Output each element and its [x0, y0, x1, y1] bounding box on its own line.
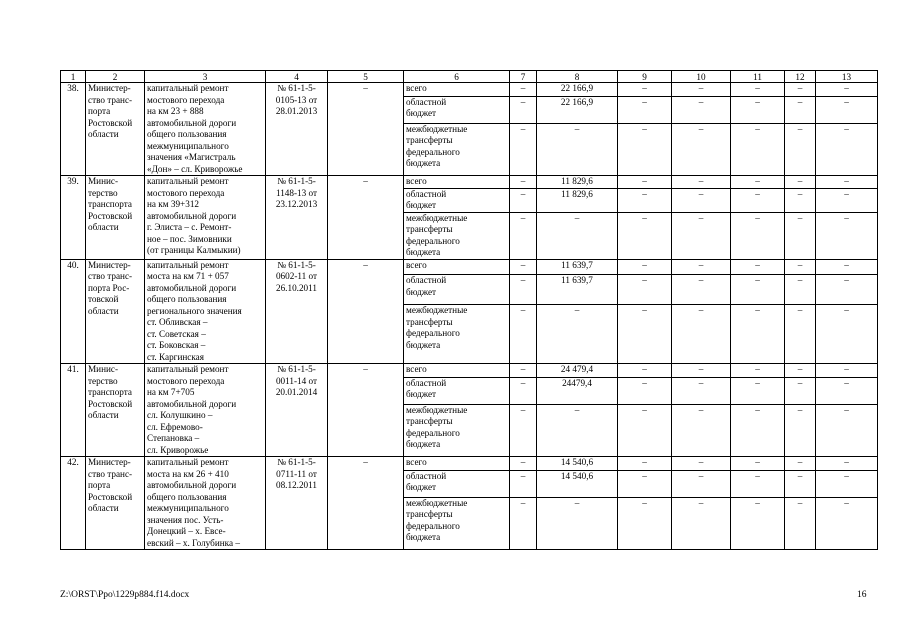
value-cell: –: [816, 305, 878, 364]
value-cell: –: [672, 188, 731, 212]
value-cell: –: [537, 212, 618, 259]
value-cell: –: [816, 188, 878, 212]
row-number: 42.: [61, 457, 86, 550]
column-number: 3: [145, 71, 266, 83]
value-cell: –: [731, 377, 785, 404]
object-description: капитальный ремонт моста на км 26 + 410 автомобильной дороги общего пользования межмуниципального значения пос. Усть- Донецкий – х. Евсе- евский – х. Голубинка –: [145, 457, 266, 550]
value-cell: –: [785, 259, 816, 275]
column-number: 13: [816, 71, 878, 83]
value-cell: –: [618, 470, 672, 497]
column-5-value: –: [328, 176, 404, 260]
value-cell: –: [816, 83, 878, 97]
object-description: капитальный ремонт мостового перехода на км 39+312 автомобильной дороги г. Элиста – с. Ремонт- ное – пос. Зимовники (от границы Калмыкии): [145, 176, 266, 260]
value-cell: –: [537, 404, 618, 456]
table-row: [61, 364, 878, 378]
value-cell: 11 829,6: [537, 188, 618, 212]
value-cell: –: [785, 364, 816, 378]
column-number: 12: [785, 71, 816, 83]
column-number-row: [61, 71, 878, 83]
document-number: № 61-1-5- 1148-13 от 23.12.2013: [266, 176, 328, 260]
value-cell: 11 639,7: [537, 259, 618, 275]
value-cell: –: [816, 259, 878, 275]
value-cell: –: [618, 259, 672, 275]
table-row: [61, 457, 878, 471]
value-cell: 22 166,9: [537, 83, 618, 97]
column-5-value: –: [328, 83, 404, 176]
value-cell: –: [816, 96, 878, 123]
value-cell: –: [816, 377, 878, 404]
object-description: капитальный ремонт мостового перехода на км 7+705 автомобильной дороги сл. Колушкино – сл. Ефремово- Степановка – сл. Криворожье: [145, 364, 266, 457]
value-cell: –: [672, 123, 731, 175]
column-number: 4: [266, 71, 328, 83]
table-row: [61, 83, 878, 97]
object-description: капитальный ремонт мостового перехода на км 23 + 888 автомобильной дороги общего пользования межмуниципального значения «Магистраль «Дон» – сл. Криворожье: [145, 83, 266, 176]
value-cell: –: [618, 305, 672, 364]
value-cell: –: [731, 364, 785, 378]
value-cell: –: [816, 275, 878, 305]
column-number: 11: [731, 71, 785, 83]
value-cell: –: [785, 305, 816, 364]
value-cell: –: [731, 470, 785, 497]
column-5-value: –: [328, 259, 404, 364]
funding-source: межбюджетные трансферты федерального бюджета: [404, 497, 510, 549]
column-number: 7: [510, 71, 537, 83]
document-number: № 61-1-5- 0011-14 от 20.01.2014: [266, 364, 328, 457]
value-cell: –: [816, 470, 878, 497]
document-number: № 61-1-5- 0602-11 от 26.10.2011: [266, 259, 328, 364]
funding-source: всего: [404, 457, 510, 471]
value-cell: –: [618, 188, 672, 212]
funding-source: областной бюджет: [404, 96, 510, 123]
organization-cell: Минис- терство транспорта Ростовской области: [86, 364, 145, 457]
value-cell: –: [510, 176, 537, 189]
value-cell: –: [731, 83, 785, 97]
column-number: 8: [537, 71, 618, 83]
value-cell: –: [816, 212, 878, 259]
value-cell: –: [510, 212, 537, 259]
value-cell: –: [618, 96, 672, 123]
value-cell: –: [785, 497, 816, 549]
value-cell: –: [785, 457, 816, 471]
column-5-value: –: [328, 364, 404, 457]
row-number: 39.: [61, 176, 86, 260]
column-number: 5: [328, 71, 404, 83]
value-cell: –: [618, 377, 672, 404]
value-cell: –: [618, 212, 672, 259]
value-cell: –: [672, 305, 731, 364]
value-cell: –: [510, 457, 537, 471]
value-cell: 24479,4: [537, 377, 618, 404]
value-cell: –: [510, 259, 537, 275]
table-row: [61, 259, 878, 275]
value-cell: –: [672, 176, 731, 189]
funding-source: всего: [404, 259, 510, 275]
value-cell: –: [510, 404, 537, 456]
value-cell: 11 639,7: [537, 275, 618, 305]
value-cell: –: [618, 83, 672, 97]
value-cell: 14 540,6: [537, 470, 618, 497]
value-cell: –: [537, 305, 618, 364]
value-cell: –: [731, 176, 785, 189]
funding-source: межбюджетные трансферты федерального бюджета: [404, 212, 510, 259]
value-cell: –: [731, 123, 785, 175]
value-cell: –: [672, 470, 731, 497]
column-number: 2: [86, 71, 145, 83]
value-cell: –: [672, 83, 731, 97]
value-cell: 22 166,9: [537, 96, 618, 123]
value-cell: –: [731, 457, 785, 471]
column-number: 1: [61, 71, 86, 83]
value-cell: –: [785, 176, 816, 189]
value-cell: –: [731, 212, 785, 259]
value-cell: –: [785, 275, 816, 305]
document-number: № 61-1-5- 0105-13 от 28.01.2013: [266, 83, 328, 176]
row-number: 40.: [61, 259, 86, 364]
value-cell: 24 479,4: [537, 364, 618, 378]
value-cell: –: [510, 470, 537, 497]
value-cell: –: [785, 212, 816, 259]
value-cell: –: [672, 457, 731, 471]
value-cell: –: [672, 212, 731, 259]
value-cell: –: [537, 123, 618, 175]
row-number: 41.: [61, 364, 86, 457]
value-cell: –: [731, 96, 785, 123]
value-cell: –: [510, 96, 537, 123]
value-cell: –: [816, 404, 878, 456]
file-path: Z:\ORST\Ppo\1229p884.f14.docx: [60, 590, 190, 600]
value-cell: –: [731, 497, 785, 549]
value-cell: –: [816, 123, 878, 175]
organization-cell: Министер- ство транс- порта Ростовской области: [86, 457, 145, 550]
value-cell: –: [618, 497, 672, 549]
funding-source: всего: [404, 83, 510, 97]
value-cell: –: [618, 176, 672, 189]
value-cell: –: [672, 497, 731, 549]
value-cell: –: [672, 377, 731, 404]
column-number: 9: [618, 71, 672, 83]
value-cell: –: [510, 83, 537, 97]
value-cell: 14 540,6: [537, 457, 618, 471]
value-cell: –: [672, 259, 731, 275]
funding-source: областной бюджет: [404, 188, 510, 212]
value-cell: –: [510, 364, 537, 378]
value-cell: –: [510, 123, 537, 175]
funding-source: межбюджетные трансферты федерального бюджета: [404, 404, 510, 456]
value-cell: –: [672, 275, 731, 305]
funding-source: областной бюджет: [404, 275, 510, 305]
funding-table: [60, 70, 878, 550]
column-5-value: –: [328, 457, 404, 550]
organization-cell: Минис- терство транспорта Ростовской области: [86, 176, 145, 260]
value-cell: –: [785, 123, 816, 175]
value-cell: –: [785, 188, 816, 212]
value-cell: –: [510, 275, 537, 305]
value-cell: –: [672, 364, 731, 378]
object-description: капитальный ремонт моста на км 71 + 057 автомобильной дороги общего пользования регионального значения ст. Обливская – ст. Советская – ст. Боковская – ст. Каргинская: [145, 259, 266, 364]
value-cell: –: [672, 96, 731, 123]
funding-source: межбюджетные трансферты федерального бюджета: [404, 123, 510, 175]
value-cell: –: [785, 96, 816, 123]
organization-cell: Министер- ство транс- порта Ростовской области: [86, 83, 145, 176]
value-cell: –: [731, 259, 785, 275]
organization-cell: Министер- ство транс- порта Рос- товской области: [86, 259, 145, 364]
table-row: [61, 176, 878, 189]
page-number: 16: [857, 590, 867, 600]
row-number: 38.: [61, 83, 86, 176]
document-page: [60, 70, 877, 550]
value-cell: –: [785, 470, 816, 497]
document-number: № 61-1-5- 0711-11 от 08.12.2011: [266, 457, 328, 550]
value-cell: –: [510, 497, 537, 549]
value-cell: –: [510, 305, 537, 364]
funding-source: всего: [404, 364, 510, 378]
value-cell: –: [731, 275, 785, 305]
value-cell: –: [510, 377, 537, 404]
value-cell: –: [672, 404, 731, 456]
value-cell: –: [785, 404, 816, 456]
value-cell: –: [785, 377, 816, 404]
value-cell: –: [731, 404, 785, 456]
value-cell: –: [816, 176, 878, 189]
value-cell: –: [816, 364, 878, 378]
value-cell: –: [731, 188, 785, 212]
column-number: 6: [404, 71, 510, 83]
value-cell: –: [618, 404, 672, 456]
funding-source: всего: [404, 176, 510, 189]
column-number: 10: [672, 71, 731, 83]
value-cell: –: [731, 305, 785, 364]
value-cell: –: [816, 457, 878, 471]
value-cell: 11 829,6: [537, 176, 618, 189]
funding-source: областной бюджет: [404, 377, 510, 404]
value-cell: –: [618, 364, 672, 378]
value-cell: –: [510, 188, 537, 212]
value-cell: –: [618, 457, 672, 471]
value-cell: –: [785, 83, 816, 97]
funding-source: межбюджетные трансферты федерального бюджета: [404, 305, 510, 364]
value-cell: –: [618, 275, 672, 305]
value-cell: –: [816, 497, 878, 549]
value-cell: –: [537, 497, 618, 549]
value-cell: –: [618, 123, 672, 175]
funding-source: областной бюджет: [404, 470, 510, 497]
